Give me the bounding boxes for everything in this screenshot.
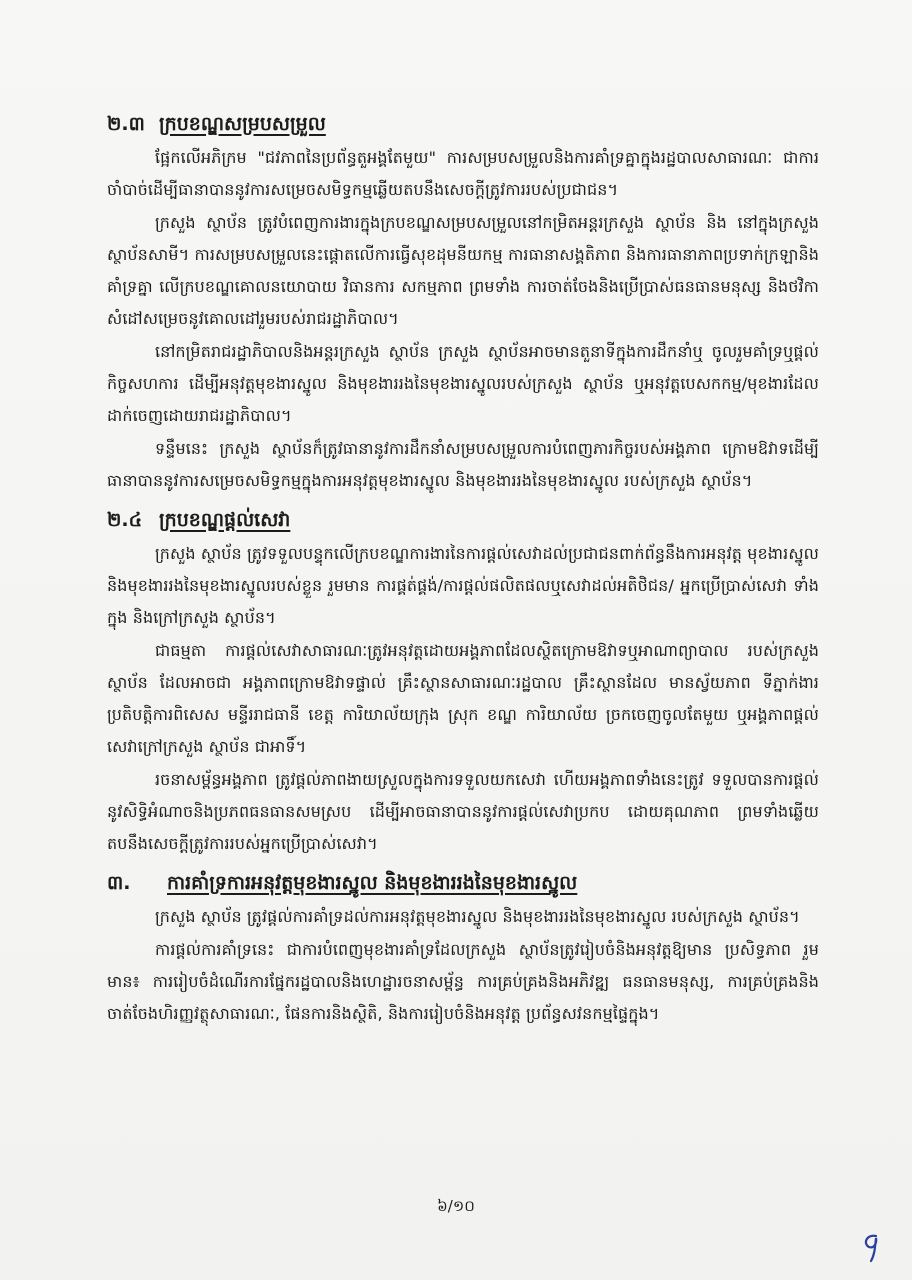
section-title: ការគាំទ្រការអនុវត្តមុខងារស្នូល និងមុខងាររងនៃមុខងារស្នូល <box>167 872 578 894</box>
paragraph: នៅកម្រិតរាជរដ្ឋាភិបាលនិងអន្តរក្រសួង ស្ថាប័ន ក្រសួង ស្ថាប័នអាចមានតួនាទីក្នុងការដឹកនាំឬ ចូលរួមគាំទ្រឬផ្ដល់កិច្ចសហការ ដើម្បីអនុវត្តមុខងារស្នូល និងមុខងាររងនៃមុខងារស្នូលរបស់ក្រសួង ស្ថាប័ន ឬអនុវត្តបេសកកម្ម/មុខងារដែលដាក់ចេញដោយរាជរដ្ឋាភិបាល។ <box>107 342 819 425</box>
section-title: ក្របខណ្ឌផ្ដល់សេវា <box>159 509 291 531</box>
section-number: ២.៣ <box>107 113 145 135</box>
paragraph: ក្រសួង ស្ថាប័ន ត្រូវបំពេញការងារក្នុងក្របខណ្ឌសម្របសម្រួលនៅកម្រិតអន្តរក្រសួង ស្ថាប័ន និង នៅក្នុងក្រសួង ស្ថាប័នសាមី។ ការសម្របសម្រួលនេះផ្ដោតលើការធ្វើសុខដុមនីយកម្ម ការធានាសង្គតិភាព និងការធានាភាពប្រទាក់ក្រឡានិងគាំទ្រគ្នា លើក្របខណ្ឌគោលនយោបាយ វិធានការ សកម្មភាព ព្រមទាំង ការចាត់ចែងនិងប្រើប្រាស់ធនធានមនុស្ស និងថវិកា សំដៅសម្រេចនូវគោលដៅរួមរបស់រាជរដ្ឋាភិបាល។ <box>107 213 819 328</box>
section-heading-2-3 <box>107 108 819 140</box>
section-heading-3 <box>107 867 819 899</box>
section-number: ២.៤ <box>107 509 143 531</box>
section-heading-2-4 <box>107 504 819 536</box>
paragraph: រចនាសម្ព័ន្ធអង្គភាព ត្រូវផ្ដល់ភាពងាយស្រួលក្នុងការទទួលយកសេវា ហើយអង្គភាពទាំងនេះត្រូវ ទទួលបានការផ្ដល់នូវសិទ្ធិអំណាចនិងប្រភពធនធានសមស្រប ដើម្បីអាចធានាបាននូវការផ្ដល់សេវាប្រកប ដោយគុណភាព ព្រមទាំងឆ្លើយតបនឹងសេចក្ដីត្រូវការរបស់អ្នកប្រើប្រាស់សេវា។ <box>107 770 819 853</box>
paragraph: ក្រសួង ស្ថាប័ន ត្រូវទទួលបន្ទុកលើក្របខណ្ឌការងារនៃការផ្ដល់សេវាដល់ប្រជាជនពាក់ព័ន្ធនឹងការអនុវត្ត មុខងារស្នូល និងមុខងាររងនៃមុខងារស្នូលរបស់ខ្លួន រួមមាន ការផ្គត់ផ្គង់/ការផ្ដល់ផលិតផលឬសេវាដល់អតិថិជន/ អ្នកប្រើប្រាស់សេវា ទាំងក្នុង និងក្រៅក្រសួង ស្ថាប័ន។ <box>107 544 819 627</box>
section-title: ក្របខណ្ឌសម្របសម្រួល <box>159 113 326 135</box>
section-number: ៣. <box>107 872 131 894</box>
paragraph: ក្រសួង ស្ថាប័ន ត្រូវផ្ដល់ការគាំទ្រដល់ការអនុវត្តមុខងារស្នូល និងមុខងាររងនៃមុខងារស្នូល របស់ក្រសួង ស្ថាប័ន។ <box>155 907 800 926</box>
document-body <box>107 108 819 1031</box>
handwritten-mark-icon <box>860 1230 884 1266</box>
paragraph: ផ្អែកលើអភិក្រម "ជវភាពនៃប្រព័ន្ធតួអង្គតែមួយ" ការសម្របសម្រួលនិងការគាំទ្រគ្នាក្នុងរដ្ឋបាលសាធារណៈ ជាការចាំបាច់ដើម្បីធានាបាននូវការសម្រេចសមិទ្ធកម្មឆ្លើយតបនឹងសេចក្ដីត្រូវការរបស់ប្រជាជន។ <box>107 148 819 199</box>
paragraph: ការផ្ដល់ការគាំទ្រនេះ ជាការបំពេញមុខងារគាំទ្រដែលក្រសួង ស្ថាប័នត្រូវរៀបចំនិងអនុវត្តឱ្យមាន ប្រសិទ្ធភាព រួមមាន៖ ការរៀបចំដំណើរការផ្នែករដ្ឋបាលនិងហេដ្ឋារចនាសម្ព័ន្ធ ការគ្រប់គ្រងនិងអភិវឌ្ឍ ធនធានមនុស្ស, ការគ្រប់គ្រងនិងចាត់ចែងហិរញ្ញវត្ថុសាធារណៈ, ផែនការនិងស្ថិតិ, និងការរៀបចំនិងអនុវត្ត ប្រព័ន្ធសវនកម្មផ្ទៃក្នុង។ <box>107 940 819 1023</box>
page-number: ៦/១០ <box>437 1197 475 1215</box>
paragraph: ជាធម្មតា ការផ្ដល់សេវាសាធារណៈត្រូវអនុវត្តដោយអង្គភាពដែលស្ថិតក្រោមឱវាទឬអាណាព្យាបាល របស់ក្រសួង ស្ថាប័ន ដែលអាចជា អង្គភាពក្រោមឱវាទផ្ទាល់ គ្រឹះស្ថានសាធារណៈរដ្ឋបាល គ្រឹះស្ថានដែល មានស្វ័យភាព ទីភ្នាក់ងារប្រតិបត្តិការពិសេស មន្ទីររាជធានី ខេត្ត ការិយាល័យក្រុង ស្រុក ខណ្ឌ ការិយាល័យ ច្រកចេញចូលតែមួយ ឬអង្គភាពផ្ដល់សេវាក្រៅក្រសួង ស្ថាប័ន ជាអាទិ៍។ <box>107 641 819 756</box>
paragraph: ទន្ទឹមនេះ ក្រសួង ស្ថាប័នក៏ត្រូវធានានូវការដឹកនាំសម្របសម្រួលការបំពេញភារកិច្ចរបស់អង្គភាព ក្រោមឱវាទដើម្បីធានាបាននូវការសម្រេចសមិទ្ធកម្មក្នុងការអនុវត្តមុខងារស្នូល និងមុខងាររងនៃមុខងារស្នូល របស់ក្រសួង ស្ថាប័ន។ <box>107 439 819 490</box>
